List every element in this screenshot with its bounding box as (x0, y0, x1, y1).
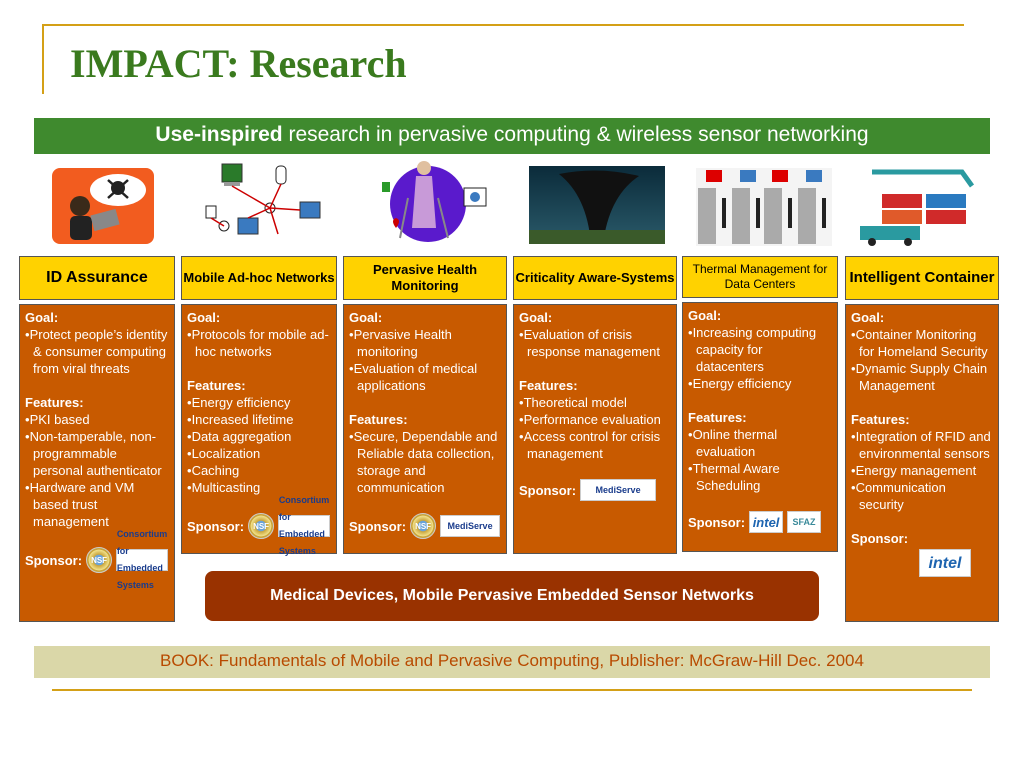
virus-threat-icon (52, 168, 154, 244)
features-label: Features: (519, 378, 578, 393)
feature-item: • Theoretical model (519, 394, 671, 411)
features-label: Features: (851, 412, 910, 427)
column-header: Pervasive Health Monitoring (343, 256, 507, 300)
goal-label: Goal: (519, 310, 553, 325)
column-box-thermal (682, 302, 838, 552)
goal-item: • Dynamic Supply Chain Management (851, 360, 993, 394)
goal-item: • Evaluation of crisis response management (519, 326, 671, 360)
feature-item: • Communication security (851, 479, 993, 513)
goal-item: • Energy efficiency (688, 375, 832, 392)
book-footer: BOOK: Fundamentals of Mobile and Pervasive Computing, Publisher: McGraw-Hill Dec. 2004 (34, 646, 990, 678)
column-box-criticality (513, 304, 677, 554)
feature-item: • Integration of RFID and environmental sensors (851, 428, 993, 462)
tornado-icon (529, 166, 665, 244)
goal-item: • Evaluation of medical applications (349, 360, 501, 394)
feature-item: • Caching (187, 462, 331, 479)
embedded-systems-logo: Consortium for Embedded Systems (278, 495, 330, 556)
nsf-logo: NSF (86, 547, 112, 573)
feature-item: • Multicasting (187, 479, 331, 496)
features-label: Features: (25, 395, 84, 410)
features-label: Features: (187, 378, 246, 393)
sponsor-label: Sponsor: (688, 514, 746, 530)
bottom-rule (52, 689, 972, 691)
features-label: Features: (688, 410, 747, 425)
column-header: Mobile Ad-hoc Networks (181, 256, 337, 300)
feature-item: • Energy efficiency (187, 394, 331, 411)
goal-item: • Protocols for mobile ad-hoc networks (187, 326, 331, 360)
network-diagram-icon (204, 162, 322, 248)
column-box-health (343, 304, 507, 554)
goal-label: Goal: (851, 310, 885, 325)
feature-item: • Online thermal evaluation (688, 426, 832, 460)
intel-logo: intel (919, 549, 971, 577)
nsf-logo: NSF (248, 513, 274, 539)
sponsor-label: Sponsor: (187, 518, 245, 534)
column-header: Criticality Aware-Systems (513, 256, 677, 300)
sponsor-label: Sponsor: (851, 531, 909, 546)
left-rule (42, 24, 44, 94)
goal-label: Goal: (187, 310, 221, 325)
intel-logo: intel (749, 511, 783, 533)
mediserve-logo: MediServe (580, 479, 656, 501)
goal-item: • Protect people’s identity & consumer computing from viral threats (25, 326, 169, 377)
column-header: ID Assurance (19, 256, 175, 300)
feature-item: • Localization (187, 445, 331, 462)
feature-item: • Energy management (851, 462, 993, 479)
column-box-id-assurance (19, 304, 175, 622)
sfaz-logo: SFAZ (787, 511, 821, 533)
feature-item: • Hardware and VM based trust management (25, 479, 169, 530)
banner-bold: Use-inspired (155, 123, 283, 146)
goal-item: • Pervasive Health monitoring (349, 326, 501, 360)
goal-item: • Increasing computing capacity for datacenters (688, 324, 832, 375)
feature-item: • Performance evaluation (519, 411, 671, 428)
column-box-mobile-adhoc (181, 304, 337, 554)
feature-item: • PKI based (25, 411, 169, 428)
health-monitoring-icon (378, 158, 490, 244)
goal-label: Goal: (25, 310, 59, 325)
column-header: Thermal Management for Data Centers (682, 256, 838, 298)
nsf-logo: NSF (410, 513, 436, 539)
feature-item: • Access control for crisis management (519, 428, 671, 462)
slide-title: IMPACT: Research (70, 41, 407, 86)
feature-item: • Data aggregation (187, 428, 331, 445)
datacenter-aisles-icon (696, 168, 832, 246)
goal-item: • Container Monitoring for Homeland Security (851, 326, 993, 360)
column-box-container (845, 304, 999, 622)
top-rule (42, 24, 964, 26)
feature-item: • Secure, Dependable and Reliable data collection, storage and communication (349, 428, 501, 496)
sponsor-label: Sponsor: (349, 518, 407, 534)
features-label: Features: (349, 412, 408, 427)
focus-band: Medical Devices, Mobile Pervasive Embedded Sensor Networks (205, 571, 819, 621)
feature-item: • Increased lifetime (187, 411, 331, 428)
banner-text: research in pervasive computing & wireless sensor networking (282, 123, 869, 146)
embedded-systems-logo: Consortium for Embedded Systems (116, 529, 168, 590)
feature-item: • Non-tamperable, non-programmable personal authenticator (25, 428, 169, 479)
mediserve-logo: MediServe (440, 515, 500, 537)
goal-label: Goal: (688, 308, 722, 323)
banner (34, 118, 990, 154)
sponsor-label: Sponsor: (25, 552, 83, 568)
sponsor-label: Sponsor: (519, 482, 577, 498)
feature-item: • Thermal Aware Scheduling (688, 460, 832, 494)
goal-label: Goal: (349, 310, 383, 325)
column-header: Intelligent Container (845, 256, 999, 300)
shipping-container-icon (852, 166, 988, 246)
